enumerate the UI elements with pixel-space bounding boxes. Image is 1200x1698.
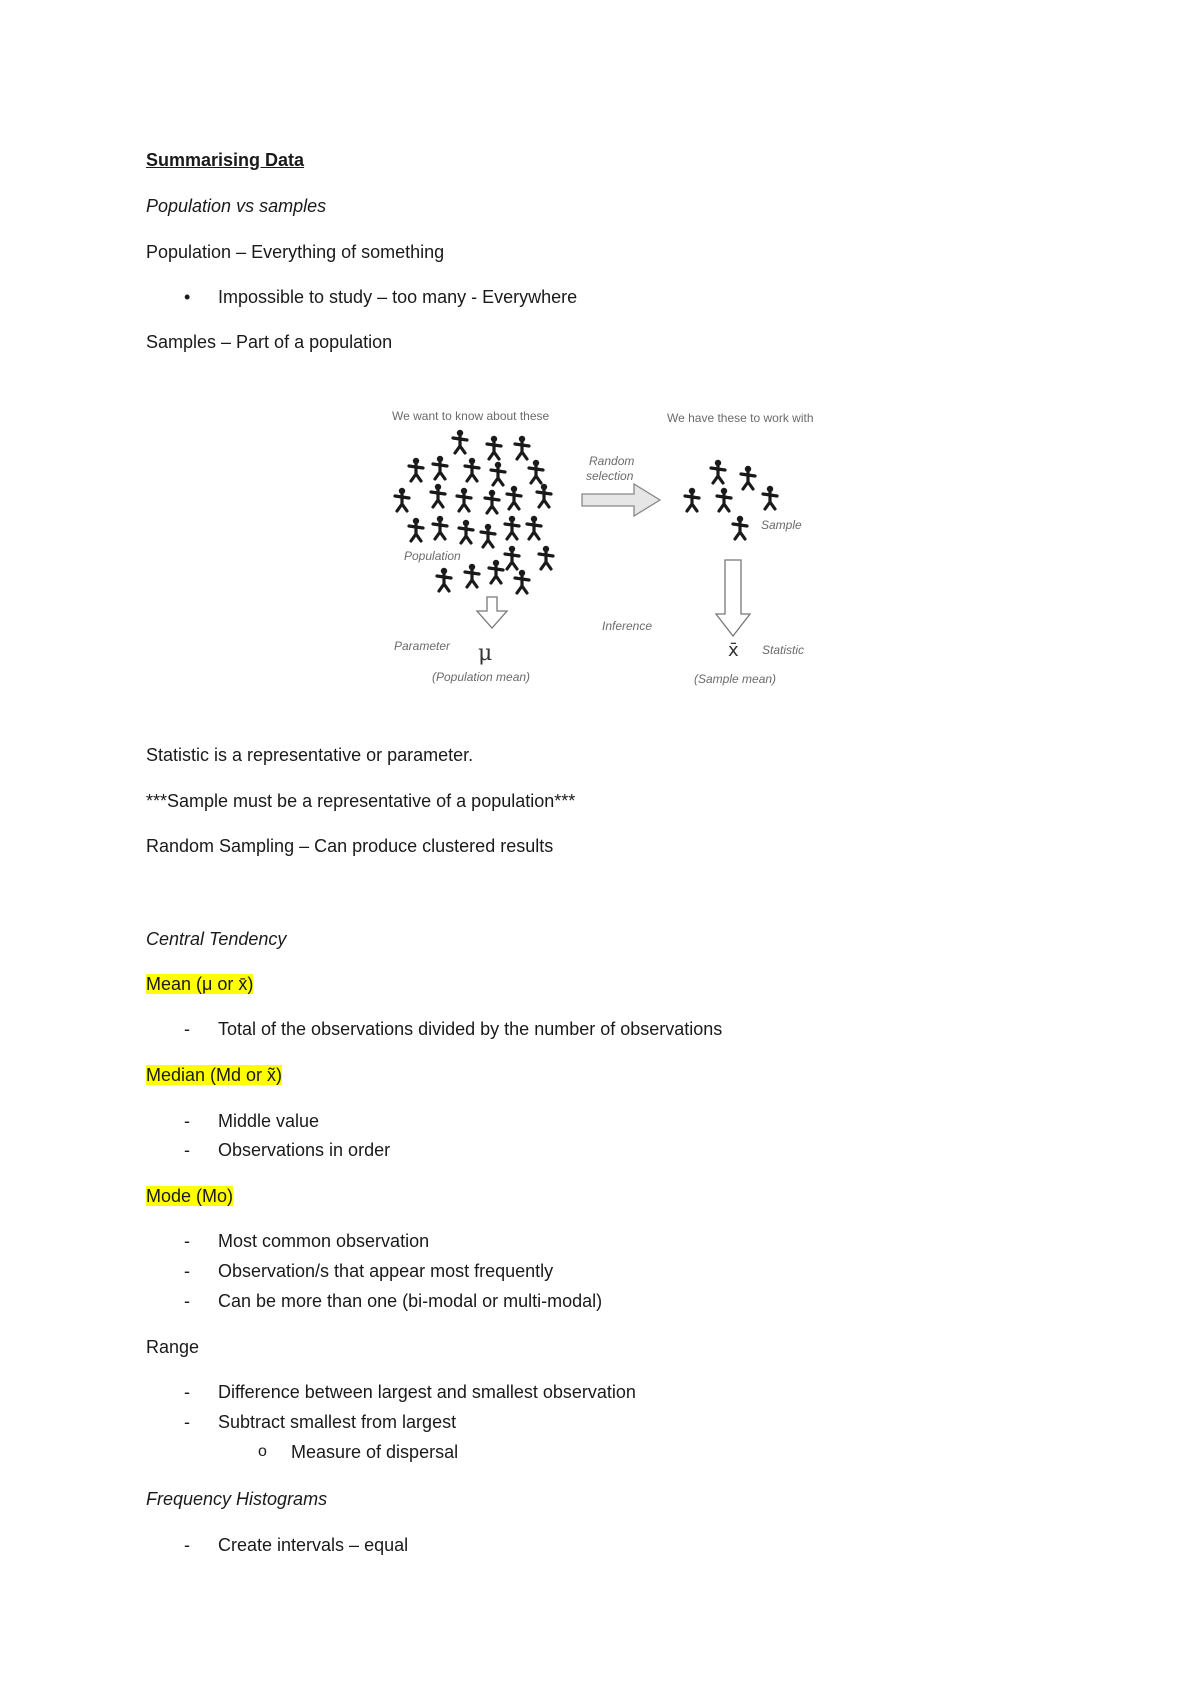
person-icon: [505, 516, 519, 539]
range-heading: Range: [146, 1337, 200, 1357]
dash-marker: -: [184, 1019, 190, 1039]
range-subitem: Measure of dispersal: [291, 1442, 459, 1462]
person-icon: [465, 458, 479, 481]
range-item: Subtract smallest from largest: [218, 1412, 457, 1432]
statistic-line: Statistic is a representative or parameter.: [146, 745, 474, 765]
person-icon: [453, 430, 467, 453]
random-selection-arrow: [582, 484, 660, 516]
person-icon: [515, 436, 529, 459]
random-sampling-line: Random Sampling – Can produce clustered results: [146, 836, 554, 856]
inference-label: Inference: [602, 619, 653, 633]
range-item: Difference between largest and smallest observation: [218, 1382, 636, 1402]
person-icon: [717, 488, 731, 511]
person-icon: [489, 560, 503, 583]
section-heading-central-tendency: Central Tendency: [146, 929, 287, 949]
person-icon: [433, 516, 447, 539]
xbar-symbol: x̄: [728, 640, 739, 661]
dash-marker: -: [184, 1231, 190, 1251]
sample-label: Sample: [761, 518, 802, 532]
person-icon: [481, 524, 495, 547]
person-icon: [409, 518, 423, 541]
median-item: Observations in order: [218, 1140, 391, 1160]
mu-symbol: μ: [478, 641, 493, 666]
person-icon: [459, 520, 473, 543]
right-caption: We have these to work with: [667, 411, 814, 425]
person-icon: [395, 488, 409, 511]
person-icon: [491, 462, 505, 485]
samples-definition: Samples – Part of a population: [146, 332, 393, 352]
person-icon: [485, 490, 499, 513]
mean-heading: [146, 973, 253, 995]
population-down-arrow: [477, 597, 507, 628]
person-icon: [537, 484, 551, 507]
person-icon: [505, 546, 519, 569]
population-definition: Population – Everything of something: [146, 242, 445, 262]
dash-marker: -: [184, 1291, 190, 1311]
person-icon: [515, 570, 529, 593]
mode-heading: [146, 1185, 233, 1207]
median-item: Middle value: [218, 1111, 320, 1131]
dash-marker: -: [184, 1412, 190, 1432]
person-icon: [539, 546, 553, 569]
person-icon: [685, 488, 699, 511]
person-icon: [507, 486, 521, 509]
person-icon: [763, 486, 777, 509]
mean-item: Total of the observations divided by the number of observations: [218, 1019, 723, 1039]
person-icon: [733, 516, 747, 539]
mode-item: Most common observation: [218, 1231, 430, 1251]
mode-item: Can be more than one (bi-modal or multi-modal): [218, 1291, 603, 1311]
person-icon: [465, 564, 479, 587]
mode-heading-text: Mode (Mo): [146, 1186, 234, 1206]
statistic-label: Statistic: [762, 643, 805, 657]
population-mean-label: (Population mean): [432, 670, 531, 684]
population-people: [395, 430, 553, 593]
person-icon: [529, 460, 543, 483]
dash-marker: -: [184, 1140, 190, 1160]
section-heading-frequency: Frequency Histograms: [146, 1489, 328, 1509]
person-icon: [487, 436, 501, 459]
population-sample-diagram: [384, 400, 834, 700]
sample-mean-label: (Sample mean): [694, 672, 777, 686]
mean-heading-text: Mean (μ or x̄): [146, 974, 254, 994]
person-icon: [409, 458, 423, 481]
section-heading-population: Population vs samples: [146, 196, 327, 216]
frequency-item: Create intervals – equal: [218, 1535, 409, 1555]
parameter-label: Parameter: [394, 639, 451, 653]
median-heading-text: Median (Md or x̃): [146, 1065, 283, 1085]
person-icon: [711, 460, 725, 483]
dash-marker: -: [184, 1535, 190, 1555]
sub-marker: o: [258, 1443, 267, 1460]
population-bullet: Impossible to study – too many - Everywhere: [218, 287, 578, 307]
random-selection-label: Random selection: [586, 454, 635, 483]
person-icon: [457, 488, 471, 511]
person-icon: [527, 516, 541, 539]
page-title: Summarising Data: [146, 150, 305, 170]
sample-down-arrow: [716, 560, 750, 636]
sample-note: ***Sample must be a representative of a population***: [146, 791, 576, 811]
dash-marker: -: [184, 1382, 190, 1402]
population-label: Population: [404, 549, 461, 563]
person-icon: [437, 568, 451, 591]
dash-marker: -: [184, 1261, 190, 1281]
person-icon: [433, 456, 447, 479]
person-icon: [741, 466, 755, 489]
mode-item: Observation/s that appear most frequently: [218, 1261, 554, 1281]
person-icon: [431, 484, 445, 507]
median-heading: [146, 1064, 282, 1086]
dash-marker: -: [184, 1111, 190, 1131]
left-caption: We want to know about these: [392, 409, 550, 423]
bullet-marker: •: [184, 287, 191, 307]
